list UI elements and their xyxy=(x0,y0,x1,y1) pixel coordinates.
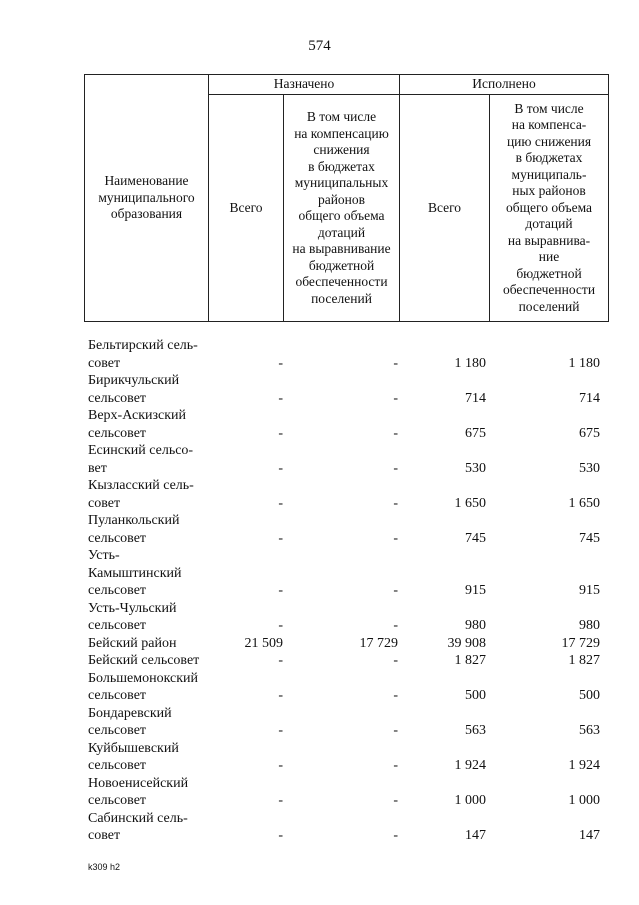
assigned-incl-cell: - xyxy=(393,425,398,441)
table-row xyxy=(88,442,608,477)
row-name-line: сельсовет xyxy=(88,618,147,633)
header-line: в бюджетах xyxy=(515,150,583,166)
table-body xyxy=(88,337,608,845)
table-row xyxy=(88,635,608,653)
row-name-line: Бейский район xyxy=(88,635,177,651)
row-name-line: совет xyxy=(88,495,121,511)
header-line: дотаций xyxy=(317,224,366,240)
row-name xyxy=(88,705,218,740)
row-name xyxy=(88,337,218,372)
row-name-line: Бельтирский сель- xyxy=(88,338,198,353)
header-assigned-total: Всего xyxy=(209,95,284,322)
executed-total-cell: 915 xyxy=(465,583,486,598)
table-row xyxy=(88,547,608,600)
row-name-line: Камыштинский xyxy=(88,565,182,581)
header-line: в бюджетах xyxy=(308,158,375,174)
executed-total-cell: 530 xyxy=(465,460,486,476)
executed-total-cell: 745 xyxy=(465,530,486,546)
executed-total-cell: 563 xyxy=(465,723,486,738)
header-line: поселений xyxy=(311,290,372,306)
header-line: общего объема xyxy=(298,208,385,223)
row-name xyxy=(88,477,218,512)
row-name xyxy=(88,670,218,705)
executed-incl-cell: 745 xyxy=(579,530,600,546)
assigned-total-cell: - xyxy=(278,688,283,703)
table-row xyxy=(88,337,608,372)
header-line: на выравнивание xyxy=(292,241,391,256)
assigned-total-cell: - xyxy=(278,530,283,546)
row-name xyxy=(88,372,218,407)
row-name-line: Большемонокский xyxy=(88,670,199,686)
page-number: 574 xyxy=(308,38,331,54)
assigned-incl-cell: - xyxy=(393,653,398,668)
header-line: обеспеченности xyxy=(502,282,596,298)
assigned-total-cell: - xyxy=(278,618,283,633)
row-name-line: совет xyxy=(88,355,121,371)
executed-incl-cell: 915 xyxy=(579,583,600,598)
header-line: цию снижения xyxy=(506,133,592,149)
executed-incl-cell: 675 xyxy=(579,425,600,441)
assigned-total-cell: - xyxy=(278,828,283,843)
executed-total-cell: 1 650 xyxy=(454,495,486,511)
header-line: ных районов xyxy=(512,183,586,199)
header-line: общего объема xyxy=(506,199,593,215)
header-line: снижения xyxy=(313,142,370,157)
header-line: на компенса- xyxy=(511,117,587,133)
header-line: на компенсацию xyxy=(294,125,389,141)
header-line: бюджетной xyxy=(308,257,375,273)
executed-total-cell: 1 827 xyxy=(454,653,486,668)
row-name-line: сельсовет xyxy=(88,723,147,738)
assigned-total-cell: - xyxy=(278,355,283,371)
table-row xyxy=(88,810,608,845)
assigned-total-cell: - xyxy=(278,723,283,738)
assigned-incl-cell: - xyxy=(393,688,398,703)
executed-total-cell: 1 180 xyxy=(454,355,486,371)
executed-total-cell: 1 000 xyxy=(454,793,486,808)
executed-total-cell: 39 908 xyxy=(447,635,486,651)
table-row xyxy=(88,600,608,635)
executed-total-cell: 500 xyxy=(465,688,486,703)
header-line: муниципаль- xyxy=(511,166,587,182)
assigned-total-cell: - xyxy=(278,495,283,511)
header-line: ние xyxy=(538,249,560,265)
table-row xyxy=(88,705,608,740)
executed-total-cell: 714 xyxy=(465,390,486,406)
row-name-line: сельсовет xyxy=(88,688,147,703)
row-name-line: сельсовет xyxy=(88,530,147,546)
row-name-line: сельсовет xyxy=(88,390,147,406)
row-name-line: Есинский сельсо- xyxy=(88,443,194,458)
header-line: В том числе xyxy=(306,109,377,124)
assigned-incl-cell: - xyxy=(393,618,398,633)
row-name xyxy=(88,600,218,635)
assigned-total-cell: - xyxy=(278,583,283,598)
row-name xyxy=(88,652,218,670)
assigned-incl-cell: - xyxy=(393,828,398,843)
assigned-total-cell: - xyxy=(278,758,283,773)
assigned-total-cell: - xyxy=(278,460,283,476)
table-row xyxy=(88,477,608,512)
assigned-incl-cell: - xyxy=(393,390,398,406)
assigned-incl-cell: - xyxy=(393,793,398,808)
header-assigned: Назначено xyxy=(209,75,400,95)
header-assigned-incl xyxy=(284,95,400,322)
assigned-incl-cell: - xyxy=(393,495,398,511)
row-name xyxy=(88,635,218,653)
executed-incl-cell: 714 xyxy=(579,390,600,406)
header-line: поселений xyxy=(518,298,580,314)
footer-code: k309 h2 xyxy=(88,862,121,872)
table-row xyxy=(88,740,608,775)
executed-incl-cell: 147 xyxy=(579,828,600,843)
row-name-line: сельсовет xyxy=(88,793,147,808)
header-line: на выравнива- xyxy=(507,232,591,248)
executed-total-cell: 1 924 xyxy=(454,758,486,773)
row-name xyxy=(88,442,218,477)
table-row xyxy=(88,512,608,547)
executed-incl-cell: 1 827 xyxy=(568,653,600,668)
header-executed: Исполнено xyxy=(400,75,609,95)
executed-incl-cell: 17 729 xyxy=(561,635,600,651)
table-row xyxy=(88,670,608,705)
executed-incl-cell: 980 xyxy=(579,618,600,633)
header-name-column: Наименование муниципального образования xyxy=(85,75,209,322)
assigned-total-cell: - xyxy=(278,390,283,406)
executed-incl-cell: 1 180 xyxy=(568,355,600,371)
assigned-incl-cell: - xyxy=(393,723,398,738)
header-line: районов xyxy=(317,191,366,207)
row-name-line: Кызласский сель- xyxy=(88,478,194,493)
assigned-incl-cell: 17 729 xyxy=(359,635,398,651)
row-name xyxy=(88,810,218,845)
row-name-line: Бондаревский xyxy=(88,705,172,721)
table-row xyxy=(88,775,608,810)
row-name xyxy=(88,775,218,810)
table-header xyxy=(84,74,609,322)
row-name-line: Усть- xyxy=(88,548,120,563)
assigned-total-cell: - xyxy=(278,793,283,808)
executed-incl-cell: 1 650 xyxy=(568,495,600,511)
executed-total-cell: 980 xyxy=(465,618,486,633)
row-name-line: Усть-Чульский xyxy=(88,600,177,616)
executed-incl-cell: 500 xyxy=(579,688,600,703)
table-row xyxy=(88,372,608,407)
row-name xyxy=(88,512,218,547)
row-name-line: Бейский сельсовет xyxy=(88,653,200,668)
row-name-line: Бирикчульский xyxy=(88,373,180,388)
assigned-incl-cell: - xyxy=(393,460,398,476)
executed-total-cell: 147 xyxy=(465,828,486,843)
assigned-total-cell: 21 509 xyxy=(244,635,283,651)
row-name xyxy=(88,547,218,600)
executed-incl-cell: 563 xyxy=(579,723,600,738)
row-name-line: сельсовет xyxy=(88,425,147,441)
row-name-line: вет xyxy=(88,460,107,476)
row-name xyxy=(88,740,218,775)
header-executed-incl xyxy=(490,95,609,322)
row-name-line: Верх-Аскизский xyxy=(88,408,187,423)
header-line: обеспеченности xyxy=(295,274,388,289)
row-name-line: сельсовет xyxy=(88,758,147,773)
row-name-line: Куйбышевский xyxy=(88,740,179,756)
row-name-line: совет xyxy=(88,828,121,843)
executed-incl-cell: 530 xyxy=(579,460,600,476)
assigned-incl-cell: - xyxy=(393,583,398,598)
assigned-incl-cell: - xyxy=(393,758,398,773)
header-line: дотаций xyxy=(525,216,573,232)
header-executed-total: Всего xyxy=(400,95,490,322)
row-name-line: Сабинский сель- xyxy=(88,810,188,826)
assigned-incl-cell: - xyxy=(393,355,398,371)
row-name-line: Пуланкольский xyxy=(88,513,180,528)
header-line: муниципальных xyxy=(294,175,389,190)
row-name-line: Новоенисейский xyxy=(88,775,189,791)
header-line: В том числе xyxy=(514,100,584,116)
table-row xyxy=(88,407,608,442)
row-name xyxy=(88,407,218,442)
table-row xyxy=(88,652,608,670)
header-line: бюджетной xyxy=(516,265,582,281)
row-name-line: сельсовет xyxy=(88,583,147,598)
executed-total-cell: 675 xyxy=(465,425,486,441)
assigned-total-cell: - xyxy=(278,653,283,668)
executed-incl-cell: 1 924 xyxy=(568,758,600,773)
executed-incl-cell: 1 000 xyxy=(568,793,600,808)
assigned-total-cell: - xyxy=(278,425,283,441)
assigned-incl-cell: - xyxy=(393,530,398,546)
